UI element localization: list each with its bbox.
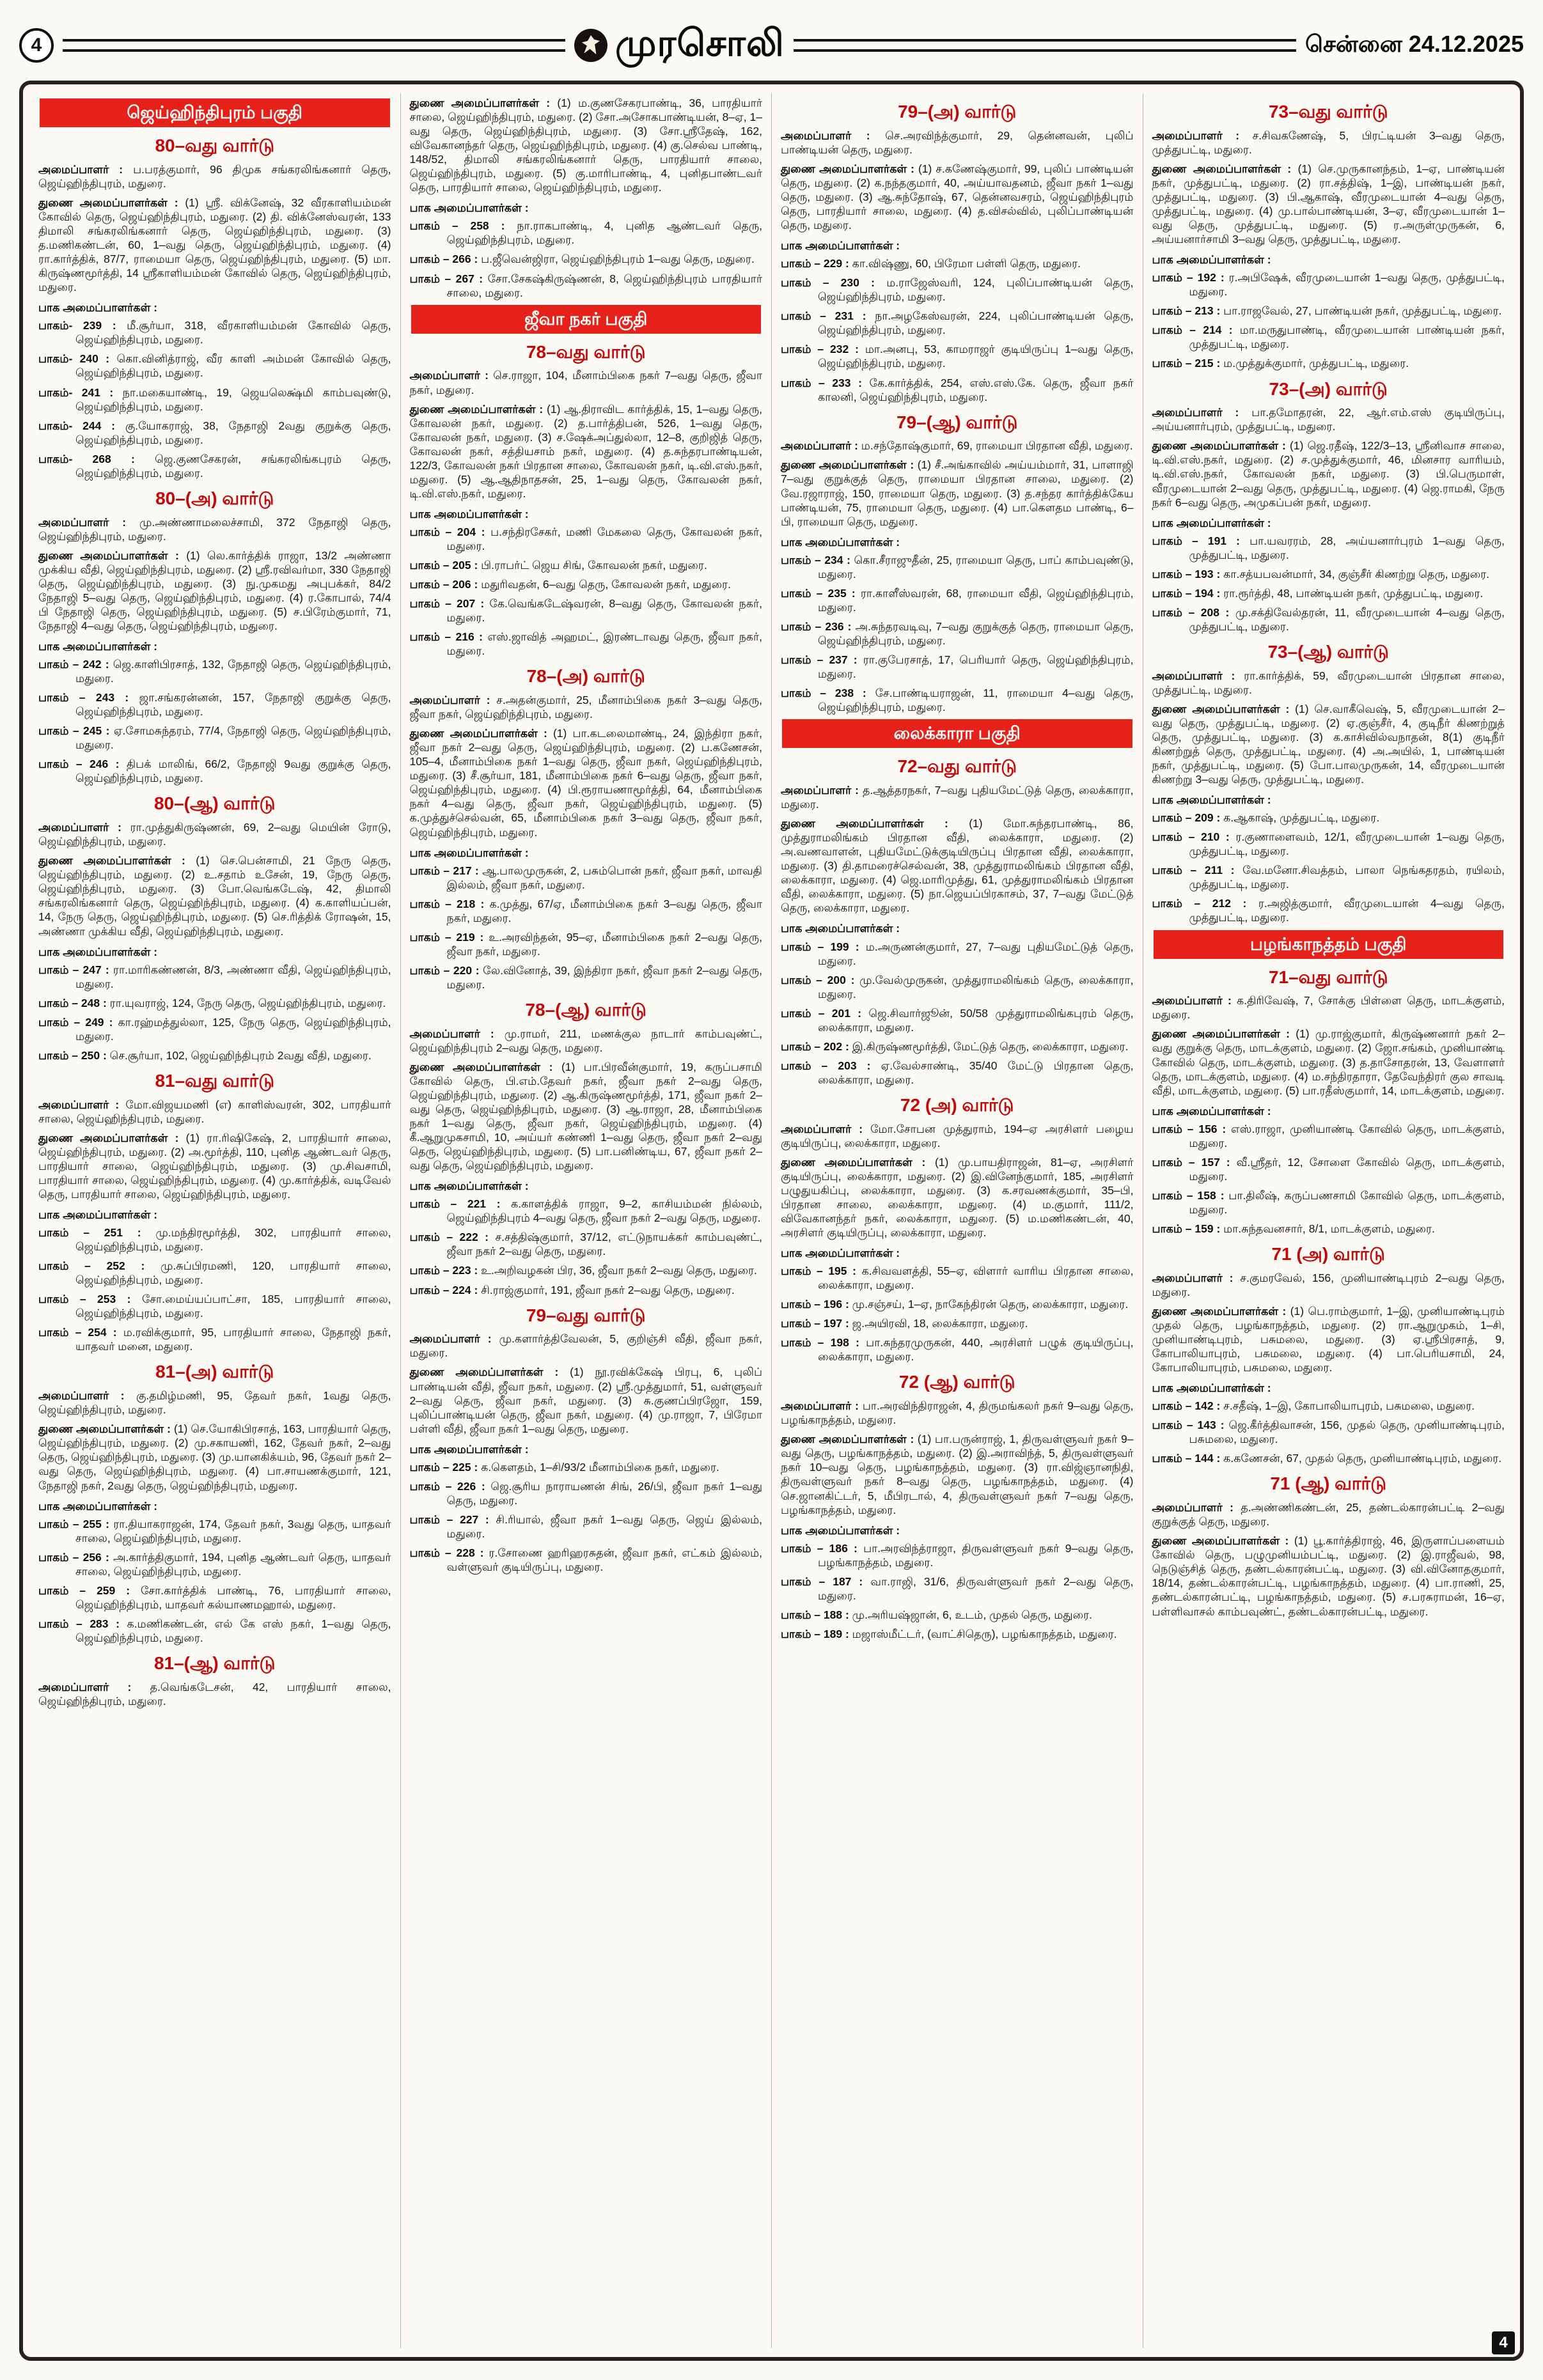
part-entry: பாகம் – 201 : ஜெ.சிவார்ஜூன், 50/58 முத்துராமலிங்கபுரம் தெரு, லைக்காரா, மதுரை. — [781, 1006, 1134, 1034]
paragraph: அமைப்பாளர் : மோ.சோபன முத்துராம், 194–ஏ அரசிளர் பழைய குடியிருப்பு, லைக்காரா, மதுரை. — [781, 1122, 1134, 1149]
subsection-label: பாக அமைப்பாளர்கள் : — [38, 1499, 158, 1513]
part-entry: பாகம் – 245 : ஏ.சோமசுந்தரம், 77/4, நேதாஜி தெரு, ஜெய்ஹிந்திபுரம், மதுரை. — [38, 724, 391, 752]
ward-header: 79–(அ) வார்டு — [898, 102, 1017, 121]
part-entry: பாகம் – 253 : சோ.மைய்யப்பாட்சா, 185, பாரதியார் சாலை, ஜெய்ஹிந்திபுரம், மதுரை. — [38, 1293, 391, 1320]
part-entry: பாகம் – 238 : சே.பாண்டியராஜன், 11, ராமையா 4–வது தெரு, ஜெய்ஹிந்திபுரம், மதுரை. — [781, 687, 1134, 714]
paragraph: துணை அமைப்பாளர்கள் : (1) செ.பென்சாமி, 21 நேரு தெரு, ஜெய்ஹிந்திபுரம், மதுரை. (2) உ.சதாம் உசேன், 19, நேரு தெரு, ஜெய்ஹிந்திபுரம், மதுரை. (3) போ.வெங்கடேஷ், 42, திமாலி சங்கரலிங்கனார் தெரு, ஜெய்ஹிந்திபுரம், மதுரை. (4) க.காளியப்பன், 14, நேரு தெரு, ஜெய்ஹிந்திபுரம், மதுரை. (5) செ.ரித்திக் ரோஷன், 15, அண்ணா முக்கிய வீதி, ஜெய்ஹிந்திபுரம், மதுரை. — [38, 854, 391, 938]
subsection-label: பாக அமைப்பாளர்கள் : — [38, 301, 158, 315]
part-entry: பாகம் – 252 : மு.சுப்பிரமணி, 120, பாரதியார் சாலை, ஜெய்ஹிந்திபுரம், மதுரை. — [38, 1259, 391, 1287]
paragraph: துணை அமைப்பாளர்கள் : (1) செ.யோகிபிரசாத், 163, பாரதியார் தெரு, ஜெய்ஹிந்திபுரம், மதுரை. (2) மு.சகாயணி, 162, தேவர் நகர், 2–வது தெரு, ஜெய்ஹிந்திபுரம், மதுரை. (3) மு.யானகிக்யம், 96, தேவர் நகர் 2–வது தெரு, ஜெய்ஹிந்திபுரம், மதுரை. (4) பா.சாயணக்குமார், 121, நேதாஜி நகர், 2வது தெரு, ஜெய்ஹிந்திபுரம், மதுரை. — [38, 1422, 391, 1492]
ward-header: 78–(ஆ) வார்டு — [525, 999, 647, 1020]
part-entry: பாகம் – 249 : கா.ரஹ்மத்துல்லா, 125, நேரு தெரு, ஜெய்ஹிந்திபுரம், மதுரை. — [38, 1015, 391, 1043]
part-entry: பாகம்- 241 : நா.மகையாண்டி, 19, ஜெயலெக்ஷ்மி காம்பவுண்டு, ஜெய்ஹிந்திபுரம், மதுரை. — [38, 385, 391, 413]
paragraph: அமைப்பாளர் : பா.தமோதரன், 22, ஆர்.எம்.எஸ் குடியிருப்பு, அய்யனார்புரம், முத்துபட்டி, மதுரை. — [1152, 406, 1505, 433]
paragraph: அமைப்பாளர் : மு.அண்ணாமலைச்சாமி, 372 நேதாஜி தெரு, ஜெய்ஹிந்திபுரம், மதுரை. — [38, 515, 391, 543]
part-entry: பாகம் – 186 : பா.அரவிந்த்ராஜா, திருவள்ளுவர் நகர் 9–வது தெரு, பழங்காநத்தம், மதுரை. — [781, 1541, 1134, 1569]
ward-header: 79–வது வார்டு — [526, 1305, 646, 1325]
paragraph: அமைப்பாளர் : கு.தமிழ்மணி, 95, தேவர் நகர், 1வது தெரு, ஜெய்ஹிந்திபுரம், மதுரை. — [38, 1389, 391, 1417]
subsection-label: பாக அமைப்பாளர்கள் : — [1152, 1104, 1271, 1117]
part-entry: பாகம் – 159 : மா.சுந்தவனசார், 8/1, மாடக்குளம், மதுரை. — [1152, 1222, 1435, 1235]
subsection-label: பாக அமைப்பாளர்கள் : — [409, 1179, 529, 1193]
part-entry: பாகம் – 218 : க.முத்து, 67/ஏ, மீனாம்பிகை நகர் 3–வது தெரு, ஜீவா நகர், மதுரை. — [409, 897, 762, 924]
part-entry: பாகம் – 219 : உ.அரவிந்தன், 95–ஏ, மீனாம்பிகை நகர் 2–வது தெரு, ஜீவா நகர், மதுரை. — [409, 930, 762, 958]
ward-header: 72–வது வார்டு — [897, 756, 1017, 777]
part-entry: பாகம் – 188 : மு.அரியஷ்ஜான், 6, உடம், முதல் தெரு, மதுரை. — [781, 1608, 1092, 1621]
paragraph: துணை அமைப்பாளர்கள் : (1) ஆ.திராவிட கார்த்திக், 15, 1–வது தெரு, கோவலன் நகர், மதுரை. (2) த.பார்த்திபன், 526, 1–வது தெரு, கோவலன் நகர், மதுரை. (3) ச.ஷேக்அப்துல்லா, 12–8, குறிஜித் தெரு, கோவலன் நகர், சத்தியசாம் நகர், மதுரை. (4) த.சுந்தரபாண்டியன், 122/3, கோவலன் நகர் பிரதான சாலை, கோவலன் நகர், டி.வி.எஸ்.நகர், மதுரை. (5) ஆ.ஆதிநாதசன், 25, 1–வது தெரு, கோவலன் நகர், டி.வி.எஸ்.நகர், மதுரை. — [409, 402, 762, 500]
subsection-label: பாக அமைப்பாளர்கள் : — [1152, 1381, 1271, 1395]
part-entry: பாகம் – 204 : ப.சந்திரசேகர், மணி மேகலை தெரு, கோவலன் நகர், மதுரை. — [409, 525, 762, 552]
part-entry: பாகம் – 222 : ச.சத்திஷ்குமார், 37/12, எட்டுநாயக்கர் காம்பவுண்ட், ஜீவா நகர் 2–வது தெரு, மதுரை. — [409, 1231, 762, 1258]
part-entry: பாகம் – 256 : அ.கார்த்திகுமார், 194, புனித ஆண்டவர் தெரு, யாதவர் சாலை, ஜெய்ஹிந்திபுரம், மதுரை. — [38, 1550, 391, 1578]
paragraph: துணை அமைப்பாளர்கள் : (1) ஜெ.ரதீஷ், 122/3–13, ஸ்ரீனிவாச சாலை, டி.வி.எஸ்.நகர், மதுரை. (2) ச.முத்துக்குமார், 46, மினசார வாரியம், டி.வி.எஸ்.நகர், கோவலன் நகர், மதுரை. (3) பி.பெருமாள், வீரமுடையான் 2–வது தெரு, முத்துபட்டி, மதுரை. (4) ஜெ.ராமகி, நேரு நகர் 6–வது தெரு, அமுகப்பன் நகர், மதுரை. — [1152, 439, 1505, 509]
masthead — [19, 22, 1524, 69]
paragraph: அமைப்பாளர் : மு.ராமர், 211, மணக்குல நாடார் காம்பவுண்ட், ஜெய்ஹிந்திபுரம் 2–வது தெரு, மதுரை. — [409, 1027, 762, 1054]
paragraph: துணை அமைப்பாளர்கள் : (1) ரா.ரிஷிகேஷ், 2, பாரதியார் சாலை, ஜெய்ஹிந்திபுரம், மதுரை. (2) அ.மூர்த்தி, 110, புனித ஆண்டவர் தெரு, பாரதியார் சாலை, ஜெய்ஹிந்திபுரம், மதுரை. (3) மு.சிவசாமி, பாரதியார் சாலை, ஜெய்ஹிந்திபுரம், மதுரை. (4) மு.கார்த்திக், வடிவேல் தெரு, பாரதியார் சாலை, ஜெய்ஹிந்திபுரம், மதுரை. — [38, 1131, 391, 1201]
ward-header: 71–வது வார்டு — [1268, 967, 1388, 987]
part-entry: பாகம் – 247 : ரா.மாரிகண்ணன், 8/3, அண்ணா வீதி, ஜெய்ஹிந்திபுரம், மதுரை. — [38, 963, 391, 990]
part-entry: பாகம் – 226 : ஜெ.சூரிய நாராயணன் சிங், 26/பி, ஜீவா நகர் 1–வது தெரு, மதுரை. — [409, 1479, 763, 1507]
part-entry: பாகம் – 233 : கே.கார்த்திக், 254, எஸ்.எஸ்.கே. தெரு, ஜீவா நகர் காலனி, ஜெய்ஹிந்திபுரம், மதுரை. — [781, 376, 1134, 403]
subsection-label: பாக அமைப்பாளர்கள் : — [409, 1442, 529, 1456]
section-header: லைக்காரா பகுதி — [782, 719, 1132, 748]
part-entry: பாகம் – 211 : வே.மனோ.சிவத்தம், பாலா நெங்கதரதம், ரயிலம், முத்துபட்டி, மதுரை. — [1152, 864, 1505, 891]
paragraph: துணை அமைப்பாளர்கள் : (1) சீ.அங்காவில் அய்யம்மார், 31, பாளாஜி 7–வது குறுக்குத் தெரு, ராமையா பிரதான சாலை, மதுரை. (2) வே.ரஜாராஜ், 150, ராமையா தெரு, மதுரை. (3) த.சந்தர கார்த்திக்கேய பாண்டியன், 75, ராமையா தெரு, மதுரை. (4) பா.கௌதம பாண்டி, 6–பி, ராமையா தெரு, மதுரை. — [781, 458, 1134, 528]
part-entry: பாகம் – 215 : ம.முத்துக்குமார், முத்துபட்டி, மதுரை. — [1152, 357, 1409, 370]
part-entry: பாகம்- 240 : கொ.வினித்ராஜ், வீர காளி அம்மன் கோவில் தெரு, ஜெய்ஹிந்திபுரம், மதுரை. — [38, 352, 391, 380]
ward-header: 78–(அ) வார்டு — [526, 666, 645, 687]
ward-header: 80–வது வார்டு — [155, 136, 275, 156]
paragraph: அமைப்பாளர் : செ.அரவிந்த்குமார், 29, தென்னவன், புலிப் பாண்டியன் தெரு, மதுரை. — [781, 128, 1134, 156]
paragraph: துணை அமைப்பாளர்கள் : (1) லெ.கார்த்திக் ராஜா, 13/2 அண்ணா முக்கிய வீதி, ஜெய்ஹிந்திபுரம், மதுரை. (2) ஸ்ரீ.ரவிவர்மா, 330 நேதாஜி தெரு, ஜெய்ஹிந்திபுரம், மதுரை. (3) நு.முகமது அபுபக்கர், 84/2 நேதாஜி 5–வது தெரு, ஜெய்ஹிந்திபுரம், மதுரை. (4) ர.கோபால், 74/4 பி நேதாஜி தெரு, ஜெய்ஹிந்திபுரம், மதுரை. (5) ச.பிரேம்குமார், 71, நேதாஜி 4–வது தெரு, ஜெய்ஹிந்திபுரம், மதுரை. — [38, 548, 391, 632]
column-1 — [29, 93, 400, 2348]
subsection-label: பாக அமைப்பாளர்கள் : — [781, 1523, 900, 1537]
part-entry: பாகம் – 189 : மஜாஸ்மீட்டர், (வாட்சிதெரு), பழங்காநத்தம், மதுரை. — [781, 1627, 1117, 1640]
part-entry: பாகம் – 250 : செ.சூர்யா, 102, ஜெய்ஹிந்திபுரம் 2வது வீதி, மதுரை. — [38, 1048, 372, 1062]
part-entry: பாகம் – 251 : மு.மந்திரமூர்த்தி, 302, பாரதியார் சாலை, ஜெய்ஹிந்திபுரம், மதுரை. — [38, 1226, 391, 1254]
part-entry: பாகம் – 199 : ம.அருணன்குமார், 27, 7–வது புதியமேட்டுத் தெரு, மதுரை. — [781, 940, 1134, 967]
masthead-rule-right — [794, 39, 1296, 52]
paragraph: அமைப்பாளர் : செ.ராஜா, 104, மீனாம்பிகை நகர் 7–வது தெரு, ஜீவா நகர், மதுரை. — [409, 369, 762, 396]
content-frame — [19, 81, 1524, 2361]
masthead-title: முரசொலி — [615, 22, 785, 64]
part-entry: பாகம் – 207 : கே.வெங்கடேஷ்வரன், 8–வது தெரு, கோவலன் நகர், மதுரை. — [409, 597, 762, 625]
paragraph: அமைப்பாளர் : ரா.கார்த்திக், 59, வீரமுடையான் பிரதான சாலை, முத்துபட்டி, மதுரை. — [1152, 669, 1505, 696]
subsection-label: பாக அமைப்பாளர்கள் : — [38, 639, 158, 653]
part-entry: பாகம் – 232 : மா.அனபு, 53, காமராஜர் குடியிருப்பு 1–வது தெரு, ஜெய்ஹிந்திபுரம், மதுரை. — [781, 343, 1134, 370]
part-entry: பாகம் – 197 : ஜ.அயிரவி, 18, லைக்காரா, மதுரை. — [781, 1317, 1028, 1330]
part-entry: பாகம் – 200 : மு.வேல்முருகன், முத்துராமலிங்கம் தெரு, லைக்காரா, மதுரை. — [781, 973, 1134, 1000]
paragraph: அமைப்பாளர் : க.திரிவேஷ், 7, சோக்கு பிள்ளை தெரு, மாடக்குளம், மதுரை. — [1152, 994, 1505, 1022]
paragraph: துணை அமைப்பாளர்கள் : (1) ம.குணசேகரபாண்டி, 36, பாரதியார் சாலை, ஜெய்ஹிந்திபுரம், மதுரை. (2) சோ.அசோகபாண்டியன், 8–ஏ, 1–வது தெரு, ஜெய்ஹிந்திபுரம், மதுரை. (3) சோ.ஸ்ரீதேஷ், 162, விவேகானந்தர் தெரு, ஜெய்ஹிந்திபுரம், மதுரை. (4) கு.செல்வ பாண்டி, 148/52, திமாலி சங்கரலிங்கனார் தெரு, பாரதியார் சாலை, ஜெய்ஹிந்திபுரம், மதுரை. (5) கு.மாரிபாண்டி, 4, புனிதபாண்டவர் தெரு, பாரதியார் சாலை, ஜெய்ஹிந்திபுரம், மதுரை. — [409, 97, 762, 194]
part-entry: பாகம்- 268 : ஜெ.குணசேகரன், சங்கரலிங்கபுரம் தெரு, ஜெய்ஹிந்திபுரம், மதுரை. — [38, 452, 391, 479]
part-entry: பாகம் – 214 : மா.மருதுபாண்டி, வீரமுடையான் பாண்டியன் நகர், முத்துபட்டி, மதுரை. — [1152, 323, 1505, 351]
paragraph: துணை அமைப்பாளர்கள் : (1) மோ.சுந்தரபாண்டி, 86, முத்துராமலிங்கம் பிரதான வீதி, லைக்காரா, மதுரை. (2) அ.வணவாளன், புதியமேட்டுக்குடியிருப்பு பிரதான வீதி, லைக்காரா, மதுரை. (3) தி.தாமரைச்செல்வன், 38, முத்துராமலிங்கம் பிரதான வீதி, லைக்காரா, மதுரை. (4) ஜெ.மாரிமுத்து, 61, முத்துராமலிங்கம் பிரதான வீதி, லைக்காரா, மதுரை. (5) நா.ஜெயப்பிரகாசம், 37, 7–வது மேட்டுத் தெரு, லைக்காரா, மதுரை. — [781, 817, 1134, 915]
masthead-rule-left — [63, 39, 565, 52]
paragraph: அமைப்பாளர் : த.ஆத்தரநகர், 7–வது புதியமேட்டுத் தெரு, லைக்காரா, மதுரை. — [781, 784, 1134, 811]
paragraph: அமைப்பாளர் : பா.அரவிந்திராஜன், 4, திருமங்கலர் நகர் 9–வது தெரு, பழங்காநத்தம், மதுரை. — [781, 1399, 1134, 1427]
ward-header: 72 (ஆ) வார்டு — [898, 1372, 1015, 1392]
paragraph: அமைப்பாளர் : ரா.முத்துகிருஷ்ணன், 69, 2–வது மெயின் ரோடு, ஜெய்ஹிந்திபுரம், மதுரை. — [38, 821, 391, 848]
ward-header: 73–வது வார்டு — [1268, 102, 1388, 121]
paragraph: துணை அமைப்பாளர்கள் : (1) செ.வாகீவெஷ், 5, வீரமுடையான் 2–வது தெரு, முத்துபட்டி, மதுரை. (2) ஏ.குஞ்சீர், 4, குடிநீர் கிணற்றுத் தெரு, முத்துபட்டி, மதுரை. (3) க.காசிவில்வநாதன், 8(1) குடிநீர் கிணற்றுத் தெரு, முத்துபட்டி, மதுரை. (4) அ.அயில், 1, பாண்டியன் நகர், முத்துபட்டி, மதுரை. (5) போ.பாலமுருகன், 14, வீரமுடையான் கிணற்று 3–வது தெரு, முத்துபட்டி, மதுரை. — [1152, 702, 1505, 786]
paragraph: துணை அமைப்பாளர்கள் : (1) ஸ்ரீ. விக்னேஷ், 32 வீரகாளியம்மன் கோவில் தெரு, ஜெய்ஹிந்திபுரம், மதுரை. (2) தி. விக்னேஸ்வரன், 133 திமாலி சங்கரலிங்கனார் தெரு, ஜெய்ஹிந்திபுரம், மதுரை. (3) த.மணிகண்டன், 60, 1–வது தெரு, ஜெய்ஹிந்திபுரம், மதுரை. (4) ரா.கார்த்திக், 87/7, ராமையா தெரு, ஜெய்ஹிந்திபுரம், மதுரை. (5) மா. கிருஷ்ணமூர்த்தி, 14 ஸ்ரீகாளியம்மன் கோவில் தெரு, ஜெய்ஹிந்திபுரம், மதுரை. — [38, 196, 391, 294]
part-entry: பாகம் – 158 : பா.திலீஷ், கருப்பணசாமி கோவில் தெரு, மாடக்குளம், மதுரை. — [1152, 1188, 1505, 1216]
paragraph: துணை அமைப்பாளர்கள் : (1) பா.கடலைமாண்டி, 24, இந்திரா நகர், ஜீவா நகர் 2–வது தெரு, ஜெய்ஹிந்திபுரம், மதுரை. (2) ப.கணேசன், 105–4, மீனாம்பிகை நகர் 1–வது தெரு, ஜீவா நகர், ஜெய்ஹிந்திபுரம், மதுரை. (3) சீ.சூர்யா, 181, மீனாம்பிகை நகர் 6–வது தெரு, ஜீவா நகர், ஜெய்ஹிந்திபுரம், மதுரை. (4) பி.ரூராயணாமூர்த்தி, 64, மீனாம்பிகை நகர் 4–வது தெரு, ஜீவா நகர், ஜெய்ஹிந்திபுரம், மதுரை. (5) க.முத்துச்செல்வன், 65, மீனாம்பிகை நகர் 3–வது தெரு, ஜீவா நகர், ஜெய்ஹிந்திபுரம், மதுரை. — [409, 727, 762, 839]
part-entry: பாகம் – 221 : க.காளத்திக் ராஜா, 9–2, காசியம்மன் நில்லம், ஜெய்ஹிந்திபுரம் 4–வது தெரு, ஜீவா நகர் 2–வது தெரு, மதுரை. — [409, 1197, 762, 1225]
part-entry: பாகம் – 258 : நா.ராகபாண்டி, 4, புனித ஆண்டவர் தெரு, ஜெய்ஹிந்திபுரம், மதுரை. — [409, 219, 762, 247]
ward-header: 71 (அ) வார்டு — [1271, 1244, 1385, 1264]
subsection-label: பாக அமைப்பாளர்கள் : — [1152, 516, 1271, 529]
part-entry: பாகம் – 142 : ச.சதீஷ், 1–இ, கோபாலியாபுரம், பசுமலை, மதுரை. — [1152, 1399, 1475, 1413]
part-entry: பாகம் – 193 : கா.சத்யபவன்மார், 34, குஞ்சீர் கிணற்று தெரு, மதுரை. — [1152, 567, 1490, 580]
part-entry: பாகம் – 212 : ர.அஜித்குமார், வீரமுடையான் 4–வது தெரு, முத்துபட்டி, மதுரை. — [1152, 897, 1505, 924]
part-entry: பாகம் – 156 : எஸ்.ராஜா, முனியாண்டி கோவில் தெரு, மாடக்குளம், மதுரை. — [1152, 1122, 1505, 1149]
paragraph: துணை அமைப்பாளர்கள் : (1) செ.முருகானந்தம், 1–ஏ, பாண்டியன் நகர், முத்துபட்டி, மதுரை. (2) ரா.சத்திஷ், 1–இ, பாண்டியன் நகர், முத்துபட்டி, மதுரை. (3) பி.ஆகாஷ், வீரமுடையான் 4–வது தெரு, முத்துபட்டி, மதுரை. (4) மு.பால்பாண்டியன், 3–ஏ, வீரமுடையான் 1–வது தெரு, முத்துபட்டி, மதுரை. (5) ர.அருள்முருகன், 6, அய்யனார்சாமி 3–வது தெரு, முத்துபட்டி, மதுரை. — [1152, 162, 1505, 246]
footer-page-number: 4 — [1492, 2331, 1515, 2354]
subsection-label: பாக அமைப்பாளர்கள் : — [1152, 793, 1271, 807]
masthead-logo-icon — [574, 29, 607, 62]
part-entry: பாகம் – 231 : நா.அழகேஸ்வரன், 224, புலிப்பாண்டியன் தெரு, ஜெய்ஹிந்திபுரம், மதுரை. — [781, 309, 1134, 337]
part-entry: பாகம் – 225 : க.கெளதம், 1–சி/93/2 மீனாம்பிகை நகர், மதுரை. — [409, 1460, 719, 1474]
paragraph: அமைப்பாளர் : மோ.விஜயமணி (எ) காளிஸ்வரன், 302, பாரதியார் சாலை, ஜெய்ஹிந்திபுரம், மதுரை. — [38, 1098, 391, 1125]
part-entry: பாகம் – 205 : பி.ராபர்ட் ஜெய சிங், கோவலன் நகர், மதுரை. — [409, 559, 707, 572]
paragraph: துணை அமைப்பாளர்கள் : (1) பா.பருன்ராஜ், 1, திருவள்ளுவர் நகர் 9–வது தெரு, பழங்காநத்தம், மதுரை. (2) இ.அராவிந்த், 5, திருவள்ளுவர் நகர் 10–வது தெரு, பழங்காநத்தம், மதுரை. (3) ரா.விஜ்ஞானநிதி, திருவள்ளுவர் நகர் 8–வது தெரு, பழங்காநத்தம், மதுரை. (4) செ.ஜானகிட்டர், 5, மீபிரடால், 4, திருவள்ளுவர் நகர் 7–வது தெரு, பழங்காநத்தம், மதுரை. — [781, 1433, 1134, 1516]
part-entry: பாகம் – 198 : பா.சுந்தரமுருகன், 440, அரசிளர் பழுக் குடியிருப்பு, லைக்காரா, மதுரை. — [781, 1336, 1134, 1364]
paragraph: அமைப்பாளர் : மு.களார்த்திவேலன், 5, குறிஞ்சி வீதி, ஜீவா நகர், மதுரை. — [409, 1332, 762, 1360]
ward-header: 81–(அ) வார்டு — [155, 1362, 274, 1382]
masthead-brand — [574, 22, 785, 70]
part-entry: பாகம் – 235 : ரா.காளீஸ்வரன், 68, ராமையா வீதி, ஜெய்ஹிந்திபுரம், மதுரை. — [781, 586, 1134, 614]
part-entry: பாகம் – 157 : வீ.ஸ்ரீதர், 12, சோளை கோவில் தெரு, மாடக்குளம், மதுரை. — [1152, 1155, 1505, 1183]
part-entry: பாகம் – 206 : மதுரிவதன், 6–வது தெரு, கோவலன் நகர், மதுரை. — [409, 578, 731, 591]
subsection-label: பாக அமைப்பாளர்கள் : — [38, 1208, 158, 1221]
part-entry: பாகம் – 243 : ஜா.சங்கரன்னன், 157, நேதாஜி குறுக்கு தெரு, ஜெய்ஹிந்திபுரம், மதுரை. — [38, 691, 391, 719]
subsection-label: பாக அமைப்பாளர்கள் : — [781, 239, 900, 253]
part-entry: பாகம் – 208 : மு.சக்திவேல்தரன், 11, வீரமுடையான் 4–வது தெரு, முத்துபட்டி, மதுரை. — [1152, 605, 1505, 633]
part-entry: பாகம் – 194 : ரா.ரூர்த்தி, 48, பாண்டியன் நகர், முத்துபட்டி, மதுரை. — [1152, 586, 1484, 600]
column-2 — [400, 93, 772, 2348]
column-4 — [1143, 93, 1514, 2348]
part-entry: பாகம் – 144 : க.கணேசன், 67, முதல் தெரு, முனியாண்டிபுரம், மதுரை. — [1152, 1452, 1502, 1465]
paragraph: அமைப்பாளர் : ப.பரத்குமார், 96 திமுக சங்கரலிங்கனார் தெரு, ஜெய்ஹிந்திபுரம், மதுரை. — [38, 162, 391, 190]
column-3 — [771, 93, 1143, 2348]
part-entry: பாகம் – 234 : கொ.சீராஜுதீன், 25, ராமையா தெரு, பாப் காம்பவுண்டு, மதுரை. — [781, 553, 1134, 580]
ward-header: 79–(ஆ) வார்டு — [896, 412, 1018, 432]
part-entry: பாகம் – 213 : பா.ராஜவேல், 27, பாண்டியன் நகர், முத்துபட்டி, மதுரை. — [1152, 304, 1502, 318]
part-entry: பாகம் – 143 : ஜெ.கீர்த்திவாசன், 156, முதல் தெரு, முனியாண்டிபுரம், பசுமலை, மதுரை. — [1152, 1419, 1505, 1446]
ward-header: 72 (அ) வார்டு — [900, 1094, 1014, 1115]
paragraph: அமைப்பாளர் : ம.சந்தோஷ்குமார், 69, ராமையா பிரதான வீதி, மதுரை. — [781, 439, 1133, 453]
subsection-label: பாக அமைப்பாளர்கள் : — [1152, 253, 1271, 267]
part-entry: பாகம் – 259 : சோ.கார்த்திக் பாண்டி, 76, பாரதியார் சாலை, ஜெய்ஹிந்திபுரம், யாதவர் கல்யாணமஹால், மதுரை. — [38, 1583, 391, 1611]
ward-header: 80–(ஆ) வார்டு — [153, 793, 276, 814]
part-entry: பாகம் – 209 : க.ஆகாஷ், முத்துபட்டி, மதுரை. — [1152, 811, 1380, 825]
part-entry: பாகம் – 216 : எஸ்.ஜாவித் அஹமட், இரண்டாவது தெரு, ஜீவா நகர், மதுரை. — [409, 630, 762, 658]
part-entry: பாகம் – 267 : சோ.சேகஷ்கிருஷ்ணன், 8, ஜெய்ஹிந்திபுரம் பாரதியார் சாலை, மதுரை. — [409, 272, 762, 299]
subsection-label: பாக அமைப்பாளர்கள் : — [409, 507, 529, 520]
section-header: ஜீவா நகர் பகுதி — [411, 305, 762, 334]
paragraph: அமைப்பாளர் : ச.அதன்குமார், 25, மீனாம்பிகை நகர் 3–வது தெரு, ஜீவா நகர், ஜெய்ஹிந்திபுரம், மதுரை. — [409, 694, 762, 721]
part-entry: பாகம் – 195 : க.சிவவளத்தி, 55–ஏ, விளார் வாரிய பிரதான சாலை, லைக்காரா, மதுரை. — [781, 1264, 1134, 1292]
ward-header: 71 (ஆ) வார்டு — [1270, 1474, 1387, 1494]
part-entry: பாகம் – 217 : ஆ.பாலமுருகன், 2, பசும்பொன் நகர், ஜீவா நகர், மாவதி இல்லம், ஜீவா நகர், மதுரை. — [409, 864, 763, 891]
part-entry: பாகம் – 187 : வா.ராஜி, 31/6, திருவள்ளுவர் நகர் 2–வது தெரு, மதுரை. — [781, 1575, 1134, 1602]
part-entry: பாகம் – 248 : ரா.யுவராஜ், 124, நேரு தெரு, ஜெய்ஹிந்திபுரம், மதுரை. — [38, 996, 386, 1009]
part-entry: பாகம் – 255 : ரா.தியாகராஜன், 174, தேவர் நகர், 3வது தெரு, யாதவர் சாலை, ஜெய்ஹிந்திபுரம், மதுரை. — [38, 1517, 391, 1544]
part-entry: பாகம் – 203 : ஏ.வேல்சாண்டி, 35/40 மேட்டு பிரதான தெரு, லைக்காரா, மதுரை. — [781, 1059, 1134, 1086]
part-entry: பாகம் – 242 : ஜெ.காளிபிரசாத், 132, நேதாஜி தெரு, ஜெய்ஹிந்திபுரம், மதுரை. — [38, 658, 391, 685]
paragraph: அமைப்பாளர் : த.வெங்கடேசன், 42, பாரதியார் சாலை, ஜெய்ஹிந்திபுரம், மதுரை. — [38, 1680, 391, 1707]
paragraph: துணை அமைப்பாளர்கள் : (1) பூ.கார்த்திராஜ், 46, இருளாப்பளையம் கோவில் தெரு, பழுமுனியம்பட்டி, மதுரை. (2) இ.ராஜீவல், 98, நெடுஞ்சித் தெரு, தண்டல்காரன்பட்டி, மதுரை. (3) வி.வினோதகுமார், 18/14, தண்டல்காரன்பட்டி, பழங்காநத்தம், மதுரை. (4) பா.ராணி, 25, தண்டல்காரன்பட்டி, பழங்காநத்தம், மதுரை. (5) ச.பரசுராமன், 16–ஏ, பள்ளிவாசல் காம்பவுண்ட், தண்டல்காரன்பட்டி, மதுரை. — [1152, 1534, 1505, 1618]
part-entry: பாகம் – 202 : இ.கிருஷ்ணமூர்த்தி, மேட்டுத் தெரு, லைக்காரா, மதுரை. — [781, 1039, 1129, 1053]
part-entry: பாகம் – 266 : ப.ஜீவென்ஜிரா, ஜெய்ஹிந்திபுரம் 1–வது தெரு, மதுரை. — [409, 253, 755, 266]
subsection-label: பாக அமைப்பாளர்கள் : — [781, 535, 900, 548]
edition-dateline: சென்னை 24.12.2025 — [1304, 30, 1524, 57]
paragraph: துணை அமைப்பாளர்கள் : (1) ச.கணேஷ்குமார், 99, புலிப் பாண்டியன் தெரு, மதுரை. (2) க.நந்தகுமார், 40, அய்யாவதனம், ஜீவா நகர் 1–வது தெரு, மதுரை. (3) ஆ.சுந்தோஷ், 67, தென்னவசரம், ஜெய்ஹிந்திபுரம் தெரு, பாரதியார் சாலை, மதுரை. (4) த.விசல்வில், புலிப்பாண்டியன் தெரு, மதுரை. — [781, 162, 1134, 232]
part-entry: பாகம் – 196 : மு.சஞ்சய், 1–ஏ, நாகேந்திரன் தெரு, லைக்காரா, மதுரை. — [781, 1298, 1129, 1311]
part-entry: பாகம் – 220 : லே.வினோத், 39, இந்திரா நகர், ஜீவா நகர் 2–வது தெரு, மதுரை. — [409, 963, 763, 991]
part-entry: பாகம் – 237 : ரா.குபேரசாத், 17, பெரியார் தெரு, ஜெய்ஹிந்திபுரம், மதுரை. — [781, 653, 1134, 681]
part-entry: பாகம் – 236 : அ.சுந்தரவடிவு, 7–வது குறுக்குத் தெரு, ராமையா தெரு, ஜெய்ஹிந்திபுரம், மதுரை. — [781, 619, 1134, 647]
paragraph: துணை அமைப்பாளர்கள் : (1) பா.பிரவீன்குமார், 19, கருப்பசாமி கோவில் தெரு, பி.எம்.தேவர் நகர், ஜீவா நகர் 2–வது தெரு, ஜெய்ஹிந்திபுரம், மதுரை. (2) ஆ.கிருஷ்ணமூர்த்தி, 171, ஜீவா நகர் 2–வது தெரு, ஜெய்ஹிந்திபுரம், மதுரை. (3) ஆ.ராஜா, 28, மீனாம்பிகை நகர் 1–வது தெரு, ஜீவா நகர், ஜெய்ஹிந்திபுரம், மதுரை. (4) கீ.ஆறுமுகசாமி, 10, அய்யர் கண்ணி 1–வது தெரு, ஜீவா நகர் 2–வது தெரு, ஜெய்ஹிந்திபுரம், மதுரை. (5) பா.பனிண்டிய, 67, ஜீவா நகர் 2–வது தெரு, ஜெய்ஹிந்திபுரம், மதுரை. — [409, 1060, 762, 1172]
paragraph: துணை அமைப்பாளர்கள் : (1) பெ.ராம்குமார், 1–இ, முனியாண்டிபுரம் முதல் தெரு, பழங்காநத்தம், மதுரை. (2) ரா.ஆறுமுகம், 1–சி, முனியாண்டிபுரம், பசுமலை, மதுரை. (3) ஏ.ஸ்ரீபிரசாத், 9, கோபாலியாபுரம், பசுமலை, மதுரை. (4) பா.பெரியசாமி, 24, கோபாலியாபுரம், பசுமலை, மதுரை. — [1152, 1304, 1505, 1374]
part-entry: பாகம் – 227 : சி.ரியால், ஜீவா நகர் 1–வது தெரு, ஜெய் இல்லம், மதுரை. — [409, 1513, 763, 1540]
paragraph: அமைப்பாளர் : ச.குமரவேல், 156, முனியாண்டிபுரம் 2–வது தெரு, மதுரை. — [1152, 1271, 1505, 1298]
part-entry: பாகம் – 230 : ம.ராஜேஸ்வரி, 124, புலிப்பாண்டியன் தெரு, ஜெய்ஹிந்திபுரம், மதுரை. — [781, 276, 1134, 304]
paragraph: துணை அமைப்பாளர்கள் : (1) மு.பாயதிராஜன், 81–ஏ, அரசிளர் குடியிருப்பு, லைக்காரா, மதுரை. (2) இ.வினேந்குமார், 185, அரசிளர் பழுதுயகிப்பு, லைக்காரா, மதுரை. (3) க.சரவணக்குமார், 35–பி, பிரதான சாலை, லைக்காரா, மதுரை. (4) ம.குமார், 111/2, விவேகானந்தர் நகர், லைக்காரா, மதுரை. (5) ம.மணிகண்டன், 40, அரசிளர் குடியிருப்பு, லைக்காரா, மதுரை. — [781, 1155, 1134, 1240]
ward-header: 81–(ஆ) வார்டு — [153, 1653, 276, 1673]
subsection-label: பாக அமைப்பாளர்கள் : — [409, 846, 529, 859]
part-entry: பாகம் – 228 : ர.சோணை ஹரிஹரசுதன், ஜீவா நகர், எட்கம் இல்லம், வள்ளுவர் குடியிருப்பு, மதுரை. — [409, 1546, 762, 1574]
ward-header: 78–வது வார்டு — [526, 341, 646, 362]
ward-header: 73–(ஆ) வார்டு — [1267, 641, 1390, 662]
part-entry: பாகம் – 254 : ம.ரவிக்குமார், 95, பாரதியார் சாலை, நேதாஜி நகர், யாதவர் மனை, மதுரை. — [38, 1326, 391, 1353]
ward-header: 73–(அ) வார்டு — [1269, 378, 1388, 399]
page-number-circle: 4 — [19, 28, 54, 63]
paragraph: அமைப்பாளர் : ச.சிவகணேஷ், 5, பிரட்டியன் 3–வது தெரு, முத்துபட்டி, மதுரை. — [1152, 128, 1505, 156]
paragraph: துணை அமைப்பாளர்கள் : (1) மு.ராஜ்குமார், கிருஷ்ணனார் நகர் 2–வது குறுக்கு தெரு, மாடக்குளம், மதுரை. (2) ஜோ.சங்கம், முனியாண்டி கோவில் தெரு, மாடக்குளம், மதுரை. (3) த.தாசோதரன், 13, வேளாளர் தெரு, மாடக்குளம், மதுரை. (4) ம.சந்திரதாரா, தேவேந்திரர் குல சாவடி வீதி, மாடக்குளம், மதுரை. (5) பா.ரதீஸ்குமார், 14, மாடக்குளம், மதுரை. — [1152, 1027, 1505, 1097]
subsection-label: பாக அமைப்பாளர்கள் : — [781, 1247, 900, 1260]
part-entry: பாகம் – 246 : திபக் மாலிங், 66/2, நேதாஜி 9வது குறுக்கு தெரு, ஜெய்ஹிந்திபுரம், மதுரை. — [38, 758, 391, 785]
paragraph: துணை அமைப்பாளர்கள் : (1) நூ.ரவிக்கேஷ் பிரபு, 6, புலிப் பாண்டியன் வீதி, ஜீவா நகர், மதுரை. (2) ஸ்ரீ.முத்துமார், 51, வள்ளுவர் 2–வது தெரு, ஜீவா நகர், மதுரை. (3) சு.குணப்பிரஜோ, 159, புலிப்பாண்டியன் தெரு, ஜீவா நகர், மதுரை. (4) மு.ராஜா, 7, பிரேமா பள்ளி வீதி, ஜீவா நகர் 1–வது தெரு, மதுரை. — [409, 1365, 762, 1435]
subsection-label: பாக அமைப்பாளர்கள் : — [409, 201, 529, 215]
part-entry: பாகம் – 191 : பா.யவரரம், 28, அய்யனார்புரம் 1–வது தெரு, முத்துபட்டி, மதுரை. — [1152, 534, 1505, 561]
subsection-label: பாக அமைப்பாளர்கள் : — [38, 945, 158, 958]
ward-header: 80–(அ) வார்டு — [155, 488, 274, 508]
part-entry: பாகம்- 244 : கு.யோகராஜ், 38, நேதாஜி 2வது குறுக்கு தெரு, ஜெய்ஹிந்திபுரம், மதுரை. — [38, 419, 391, 446]
paragraph: அமைப்பாளர் : த.அண்ணிகண்டன், 25, தண்டல்காரன்பட்டி 2–வது குறுக்குத் தெரு, மதுரை. — [1152, 1501, 1505, 1528]
subsection-label: பாக அமைப்பாளர்கள் : — [781, 922, 900, 935]
section-header: பழங்காநத்தம் பகுதி — [1154, 930, 1504, 959]
section-header: ஜெய்ஹிந்திபுரம் பகுதி — [40, 98, 390, 127]
part-entry: பாகம் – 229 : கா.விஷ்ணு, 60, பிரேமா பள்ளி தெரு, மதுரை. — [781, 257, 1081, 270]
part-entry: பாகம் – 224 : சி.ராஜ்குமார், 191, ஜீவா நகர் 2–வது தெரு, மதுரை. — [409, 1283, 735, 1296]
part-entry: பாகம் – 210 : ர.குணாளைவம், 12/1, வீரமுடையான் 1–வது தெரு, முத்துபட்டி, மதுரை. — [1152, 830, 1505, 858]
part-entry: பாகம் – 283 : க.மணிகண்டன், எல் கே எஸ் நகர், 1–வது தெரு, ஜெய்ஹிந்திபுரம், மதுரை. — [38, 1617, 391, 1644]
ward-header: 81–வது வார்டு — [155, 1070, 275, 1091]
part-entry: பாகம் – 192 : ர.அபிஷேக், வீரமுடையான் 1–வது தெரு, முத்துபட்டி, மதுரை. — [1152, 271, 1505, 299]
part-entry: பாகம்- 239 : மீ.சூர்யா, 318, வீரகாளியம்மன் கோவில் தெரு, ஜெய்ஹிந்திபுரம், மதுரை. — [38, 319, 391, 346]
part-entry: பாகம் – 223 : உ.அறிவழகன் பிர, 36, ஜீவா நகர் 2–வது தெரு, மதுரை. — [409, 1264, 757, 1277]
